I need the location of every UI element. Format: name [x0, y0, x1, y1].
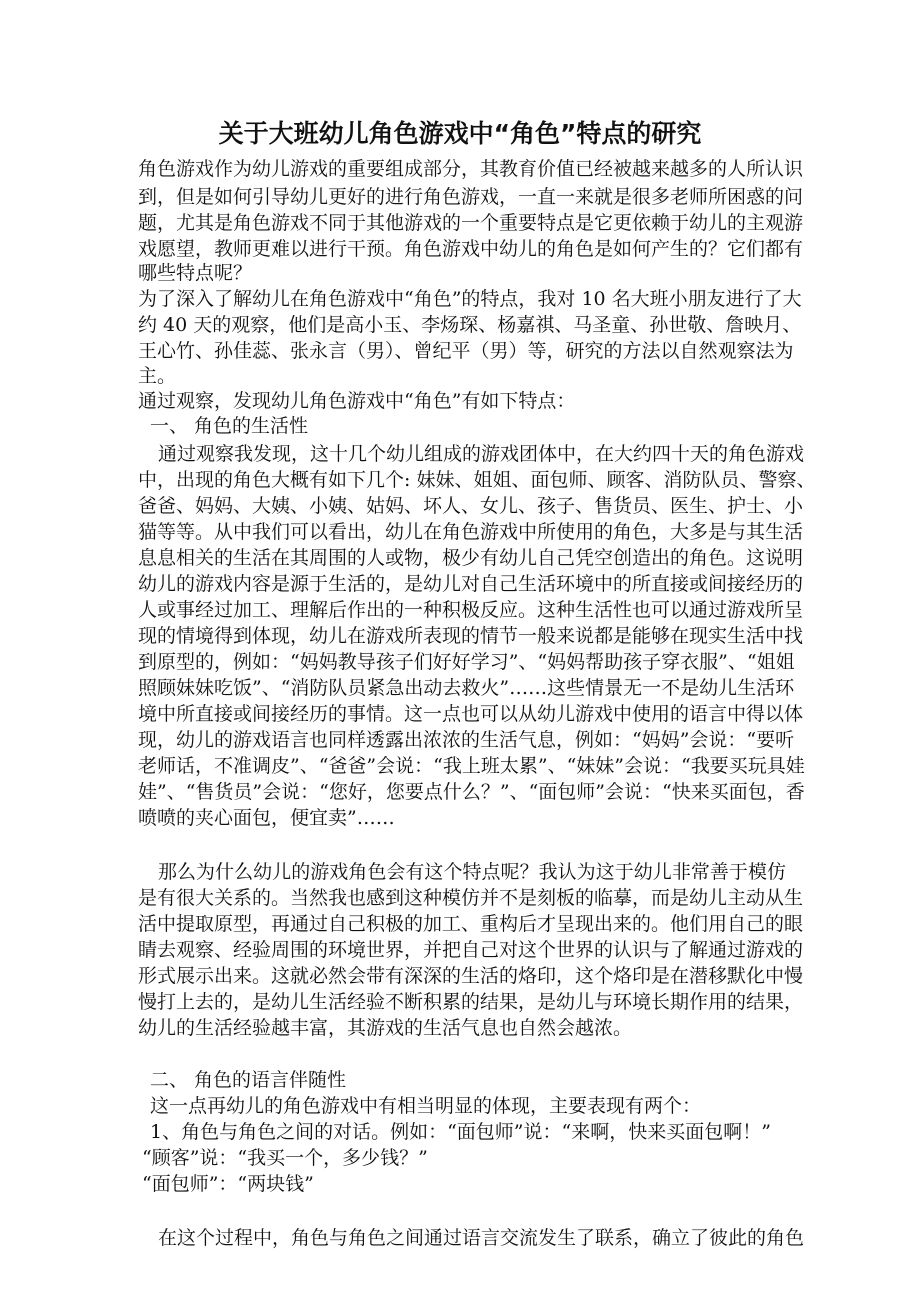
text-line: 到原型的，例如：“妈妈教导孩子们好好学习”、“妈妈帮助孩子穿衣服”、“姐姐 — [138, 651, 795, 673]
text-line: 老师话，不准调皮”、“爸爸”会说：“我上班太累”、“妹妹”会说：“我要买玩具娃 — [138, 755, 805, 777]
text-line: “顾客”说：“我买一个，多少钱？” — [142, 1147, 428, 1169]
text-line: 现的情境得到体现，幼儿在游戏所表现的情节一般来说都是能够在现实生活中找 — [138, 625, 804, 647]
text-line: 通过观察我发现，这十几个幼儿组成的游戏团体中，在大约四十天的角色游戏 — [158, 443, 805, 465]
text-line: 活中提取原型，再通过自己积极的加工、重构后才呈现出来的。他们用自己的眼 — [138, 913, 804, 935]
document-title: 关于大班幼儿角色游戏中“角色”特点的研究 — [218, 119, 702, 148]
text-line: 主。 — [138, 365, 177, 387]
text-line: 是有很大关系的。当然我也感到这种模仿并不是刻板的临摹，而是幼儿主动从生 — [138, 887, 804, 909]
section-heading: 一、 角色的生活性 — [150, 415, 309, 437]
text-line: 睛去观察、经验周围的环境世界，并把自己对这个世界的认识与了解通过游戏的 — [138, 939, 804, 961]
text-line: 在这个过程中，角色与角色之间通过语言交流发生了联系，确立了彼此的角色 — [158, 1227, 805, 1249]
text-line: 娃”、“售货员”会说：“您好，您要点什么？”、“面包师”会说：“快来买面包，香 — [138, 781, 805, 803]
text-line: 这一点再幼儿的角色游戏中有相当明显的体现，主要表现有两个： — [150, 1095, 702, 1117]
text-line: 爸爸、妈妈、大姨、小姨、姑妈、坏人、女儿、孩子、售货员、医生、护士、小 — [138, 495, 804, 517]
text-line: 哪些特点呢？ — [138, 262, 253, 284]
text-line: 为了深入了解幼儿在角色游戏中“角色”的特点，我对 10 名大班小朋友进行了大 — [138, 288, 802, 310]
text-line: 息息相关的生活在其周围的人或物，极少有幼儿自己凭空创造出的角色。这说明 — [138, 547, 804, 569]
text-line: 题，尤其是角色游戏不同于其他游戏的一个重要特点是它更依赖于幼儿的主观游 — [138, 212, 804, 234]
text-line: 中，出现的角色大概有如下几个: 妹妹、姐姐、面包师、顾客、消防队员、警察、 — [138, 469, 816, 491]
text-line: 照顾妹妹吃饭”、“消防队员紧急出动去救火”……这些情景无一不是幼儿生活环 — [138, 677, 795, 699]
section-heading: 二、 角色的语言伴随性 — [150, 1069, 347, 1091]
text-line: 喷喷的夹心面包，便宜卖”…… — [138, 807, 395, 829]
text-line: 慢打上去的，是幼儿生活经验不断积累的结果，是幼儿与环境长期作用的结果， — [138, 991, 804, 1013]
text-line: 猫等等。从中我们可以看出，幼儿在角色游戏中所使用的角色，大多是与其生活 — [138, 521, 804, 543]
text-line: 1、角色与角色之间的对话。例如：“面包师”说：“来啊，快来买面包啊！” — [150, 1121, 771, 1143]
text-line: 形式展示出来。这就必然会带有深深的生活的烙印，这个烙印是在潜移默化中慢 — [138, 965, 804, 987]
text-line: 人或事经过加工、理解后作出的一种积极反应。这种生活性也可以通过游戏所呈 — [138, 599, 804, 621]
text-line: 那么为什么幼儿的游戏角色会有这个特点呢？我认为这于幼儿非常善于模仿 — [158, 861, 786, 883]
text-line: 幼儿的游戏内容是源于生活的，是幼儿对自己生活环境中的所直接或间接经历的 — [138, 573, 804, 595]
text-line: 到，但是如何引导幼儿更好的进行角色游戏，一直一来就是很多老师所困惑的问 — [138, 186, 804, 208]
text-line: 通过观察，发现幼儿角色游戏中“角色”有如下特点： — [138, 390, 576, 412]
text-line: “面包师”：“两块钱” — [142, 1173, 314, 1195]
text-line: 戏愿望，教师更难以进行干预。角色游戏中幼儿的角色是如何产生的？它们都有 — [138, 238, 804, 260]
text-line: 现，幼儿的游戏语言也同样透露出浓浓的生活气息，例如：“妈妈”会说：“要听 — [138, 729, 795, 751]
text-line: 王心竹、孙佳蕊、张永言（男）、曾纪平（男）等，研究的方法以自然观察法为 — [138, 340, 794, 362]
text-line: 幼儿的生活经验越丰富，其游戏的生活气息也自然会越浓。 — [138, 1017, 633, 1039]
text-line: 角色游戏作为幼儿游戏的重要组成部分，其教育价值已经被越来越多的人所认识 — [138, 158, 804, 180]
text-line: 境中所直接或间接经历的事情。这一点也可以从幼儿游戏中使用的语言中得以体 — [138, 703, 804, 725]
text-line: 约 40 天的观察，他们是高小玉、李炀琛、杨嘉祺、马圣童、孙世敬、詹映月、 — [138, 314, 802, 336]
